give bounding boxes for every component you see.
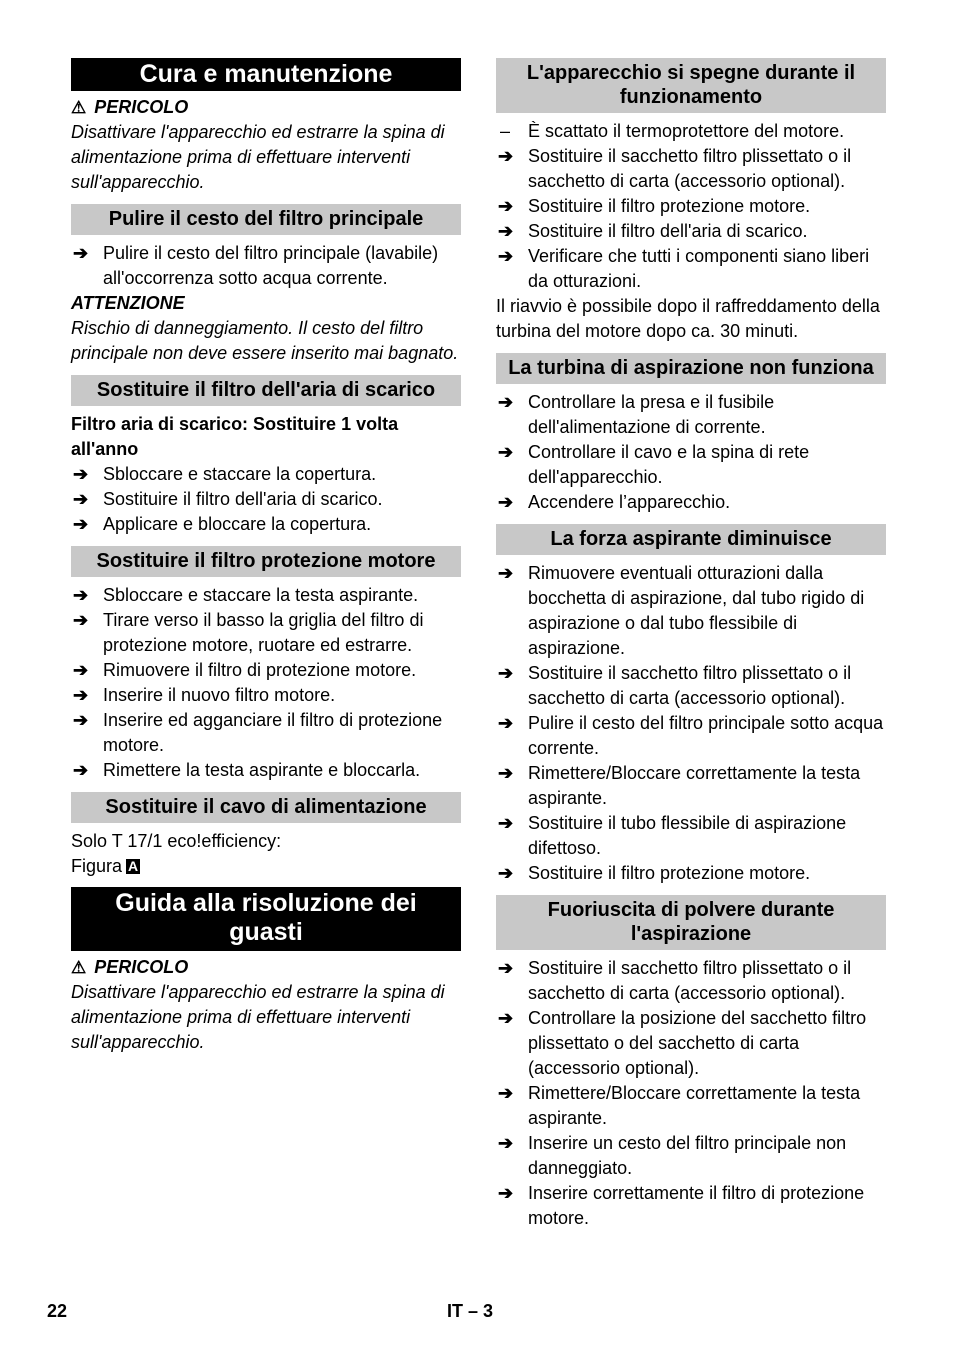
arrow-right-icon: ➔ xyxy=(498,246,514,266)
subsection-title-cavo: Sostituire il cavo di alimentazione xyxy=(71,792,461,823)
step-item: ➔ Pulire il cesto del filtro principale (lavabile) all'occorrenza sotto acqua corrente. xyxy=(73,243,439,288)
subsection-title-forza: La forza aspirante diminuisce xyxy=(496,524,886,555)
step-item: ➔ Rimuovere eventuali otturazioni dalla bocchetta di aspirazione, dal tubo rigido di aspirazione o dal tubo flessibile di aspirazione. xyxy=(498,563,865,658)
arrow-right-icon: ➔ xyxy=(73,685,89,705)
warning-label: PERICOLO xyxy=(94,97,189,117)
step-item: ➔ Sostituire il tubo flessibile di aspirazione difettoso. xyxy=(498,813,847,858)
step-item: ➔ Sbloccare e staccare la copertura. xyxy=(71,462,461,487)
cavo-line1: Solo T 17/1 eco!efficiency: xyxy=(71,831,282,851)
step-item: ➔ Applicare e bloccare la copertura. xyxy=(71,512,461,537)
arrow-right-icon: ➔ xyxy=(73,514,89,534)
arrow-right-icon: ➔ xyxy=(498,563,514,583)
step-item: ➔ Controllare la posizione del sacchetto filtro plissettato o del sacchetto di carta (accessorio optional). xyxy=(498,1008,867,1078)
arrow-right-icon: ➔ xyxy=(498,221,514,241)
step-item: ➔ Pulire il cesto del filtro principale sotto acqua corrente. xyxy=(498,713,884,758)
left-column xyxy=(71,58,461,1055)
dash-bullet: – xyxy=(500,121,511,141)
arrow-right-icon: ➔ xyxy=(73,610,89,630)
steps-list-pulire xyxy=(71,241,461,291)
warning-text: Disattivare l'apparecchio ed estrarre la spina di alimentazione prima di effettuare interventi sull'apparecchio. xyxy=(71,982,445,1052)
step-item: ➔ Sostituire il filtro dell'aria di scarico. xyxy=(71,487,461,512)
arrow-right-icon: ➔ xyxy=(498,813,514,833)
arrow-right-icon: ➔ xyxy=(73,660,89,680)
warning-triangle-icon: ⚠ xyxy=(71,958,87,977)
page-number: 22 xyxy=(47,1301,68,1321)
arrow-right-icon: ➔ xyxy=(498,1008,514,1028)
arrow-right-icon: ➔ xyxy=(498,442,514,462)
arrow-right-icon: ➔ xyxy=(498,958,514,978)
arrow-right-icon: ➔ xyxy=(498,863,514,883)
arrow-right-icon: ➔ xyxy=(498,1133,514,1153)
arrow-right-icon: ➔ xyxy=(73,243,89,263)
step-item: ➔ Sostituire il filtro protezione motore. xyxy=(496,194,886,219)
arrow-right-icon: ➔ xyxy=(73,464,89,484)
step-item: ➔ Rimettere la testa aspirante e bloccarla. xyxy=(71,758,461,783)
step-item: ➔ Sostituire il sacchetto filtro plissettato o il sacchetto di carta (accessorio optional). xyxy=(498,146,852,191)
arrow-right-icon: ➔ xyxy=(73,585,89,605)
warning-heading xyxy=(71,95,461,120)
arrow-right-icon: ➔ xyxy=(498,663,514,683)
warning-triangle-icon: ⚠ xyxy=(71,98,87,117)
arrow-right-icon: ➔ xyxy=(498,1083,514,1103)
warning-label: PERICOLO xyxy=(94,957,189,977)
attention-heading: ATTENZIONE xyxy=(71,293,185,313)
subsection-title-spegne: L'apparecchio si spegne durante il funzionamento xyxy=(496,58,886,113)
arrow-right-icon: ➔ xyxy=(498,146,514,166)
arrow-right-icon: ➔ xyxy=(498,196,514,216)
section-title-cura: Cura e manutenzione xyxy=(71,58,461,91)
step-item: ➔ Inserire ed agganciare il filtro di protezione motore. xyxy=(73,710,443,755)
right-column xyxy=(496,58,886,1231)
subsection-title-motore: Sostituire il filtro protezione motore xyxy=(71,546,461,577)
step-item: ➔ Inserire correttamente il filtro di protezione motore. xyxy=(498,1183,865,1228)
step-item: ➔ Controllare la presa e il fusibile dell'alimentazione di corrente. xyxy=(498,392,775,437)
steps-list-motore xyxy=(71,583,461,783)
steps-list-forza xyxy=(496,561,886,886)
arrow-right-icon: ➔ xyxy=(498,392,514,412)
cavo-line2: Figura A xyxy=(71,856,139,876)
step-item: ➔ Verificare che tutti i componenti siano liberi da otturazioni. xyxy=(498,246,870,291)
arrow-right-icon: ➔ xyxy=(73,489,89,509)
steps-list-polvere xyxy=(496,956,886,1231)
arrow-right-icon: ➔ xyxy=(498,1183,514,1203)
section-title-guida: Guida alla risoluzione dei guasti xyxy=(71,887,461,951)
warning-text: Disattivare l'apparecchio ed estrarre la spina di alimentazione prima di effettuare interventi sull'apparecchio. xyxy=(71,122,445,192)
attention-text: Rischio di danneggiamento. Il cesto del filtro principale non deve essere inserito mai bagnato. xyxy=(71,318,459,363)
language-page-marker: IT – 3 xyxy=(447,1301,494,1321)
arrow-right-icon: ➔ xyxy=(498,492,514,512)
subsection-title-pulire: Pulire il cesto del filtro principale xyxy=(71,204,461,235)
arrow-right-icon: ➔ xyxy=(73,710,89,730)
step-item: ➔ Accendere l’apparecchio. xyxy=(496,490,886,515)
steps-list-scarico xyxy=(71,462,461,537)
subsection-title-scarico: Sostituire il filtro dell'aria di scarico xyxy=(71,375,461,406)
step-item: ➔ Sbloccare e staccare la testa aspirante. xyxy=(71,583,461,608)
step-item: ➔ Rimettere/Bloccare correttamente la testa aspirante. xyxy=(498,763,861,808)
step-item: ➔ Inserire un cesto del filtro principale non danneggiato. xyxy=(498,1133,847,1178)
arrow-right-icon: ➔ xyxy=(498,713,514,733)
arrow-right-icon: ➔ xyxy=(498,763,514,783)
step-item: ➔ Controllare il cavo e la spina di rete dell'apparecchio. xyxy=(498,442,810,487)
step-item: ➔ Sostituire il filtro protezione motore. xyxy=(496,861,886,886)
step-item: ➔ Sostituire il filtro dell'aria di scarico. xyxy=(496,219,886,244)
step-item: ➔ Inserire il nuovo filtro motore. xyxy=(71,683,461,708)
subsection-title-polvere: Fuoriuscita di polvere durante l'aspirazione xyxy=(496,895,886,950)
steps-list-spegne xyxy=(496,119,886,294)
steps-list-turbina xyxy=(496,390,886,515)
arrow-right-icon: ➔ xyxy=(73,760,89,780)
dash-item: – È scattato il termoprotettore del motore. xyxy=(496,119,886,144)
step-item: ➔ Rimettere/Bloccare correttamente la testa aspirante. xyxy=(498,1083,861,1128)
warning-heading xyxy=(71,955,461,980)
figure-ref-badge: A xyxy=(128,858,139,874)
step-item: ➔ Rimuovere il filtro di protezione motore. xyxy=(71,658,461,683)
scarico-note: Filtro aria di scarico: Sostituire 1 volta all'anno xyxy=(71,414,399,459)
subsection-title-turbina: La turbina di aspirazione non funziona xyxy=(496,353,886,384)
step-item: ➔ Tirare verso il basso la griglia del filtro di protezione motore, ruotare ed estrarre. xyxy=(73,610,424,655)
spegne-note: Il riavvio è possibile dopo il raffreddamento della turbina del motore dopo ca. 30 minuti. xyxy=(496,296,880,341)
step-item: ➔ Sostituire il sacchetto filtro plissettato o il sacchetto di carta (accessorio optional). xyxy=(498,958,852,1003)
step-item: ➔ Sostituire il sacchetto filtro plissettato o il sacchetto di carta (accessorio optional). xyxy=(498,663,852,708)
